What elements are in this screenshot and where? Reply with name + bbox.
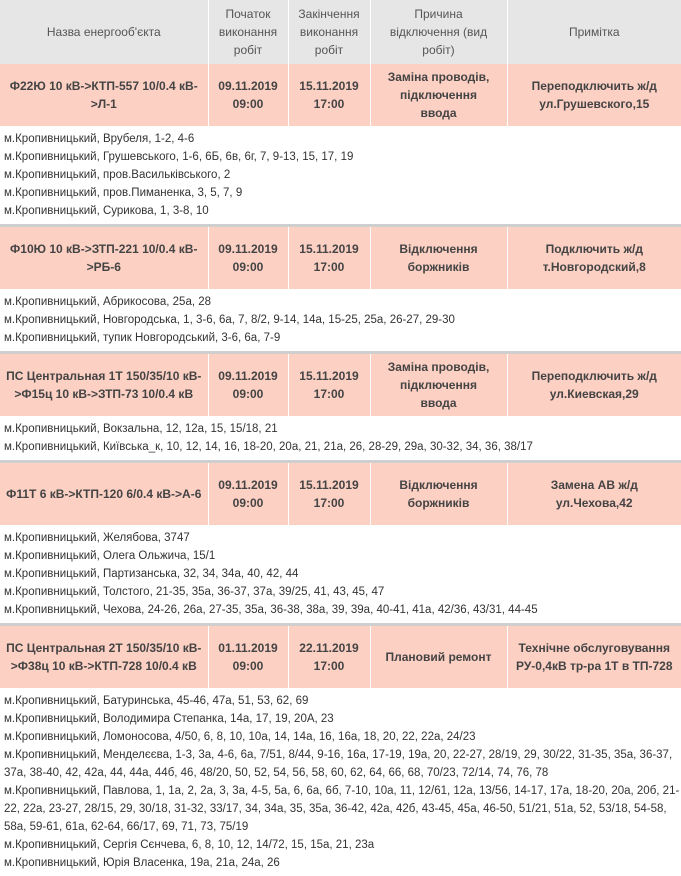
address-list-row — [0, 525, 681, 625]
object-name — [0, 462, 208, 526]
object-name-text: Ф22Ю 10 кВ->КТП-557 10/0.4 кВ->Л-1 — [9, 79, 198, 111]
end-date-value: 15.11.2019 — [299, 369, 359, 383]
address-item: м.Кропивницький, Володимира Степанка, 14а, 17, 19, 20А, 23 — [4, 713, 334, 725]
start-date-value: 09.11.2019 — [218, 242, 278, 256]
note — [507, 462, 681, 526]
start-date — [208, 462, 288, 526]
end-date — [288, 64, 370, 126]
object-row — [0, 64, 681, 126]
address-item: м.Кропивницький, Желябова, 3747 — [4, 532, 190, 544]
object-row — [0, 462, 681, 526]
reason — [370, 64, 507, 126]
address-list — [0, 126, 681, 226]
table-body — [0, 64, 681, 876]
end-time: 17:00 — [313, 387, 345, 401]
end-date — [288, 353, 370, 417]
address-list — [0, 688, 681, 876]
note-text: Замена АВ ж/д ул.Чехова,42 — [550, 478, 638, 510]
start-time: 09:00 — [232, 496, 264, 510]
address-item: м.Кропивницький, пров.Пиманенка, 3, 5, 7, 9 — [4, 187, 243, 199]
note-text: Технічне обслуговування РУ-0,4кВ тр-ра 1Т в ТП-728 — [515, 641, 673, 673]
address-item: м.Кропивницький, Сурикова, 1, 3-8, 10 — [4, 205, 209, 217]
header-end: Закінчення виконання робіт — [288, 0, 370, 64]
start-date — [208, 64, 288, 126]
start-date-value: 09.11.2019 — [218, 369, 278, 383]
object-name-text: Ф10Ю 10 кВ->ЗТП-221 10/0.4 кВ->РБ-6 — [10, 242, 198, 274]
address-item: м.Кропивницький, Сергія Сєнчева, 6, 8, 10, 12, 14/72, 15, 15а, 21, 23а — [4, 839, 375, 851]
address-item: м.Кропивницький, Київська_к, 10, 12, 14, 16, 18-20, 20а, 21, 21а, 26, 28-29, 29а, 30-32, 34, 36, 38/17 — [4, 441, 533, 453]
address-list-row — [0, 126, 681, 226]
address-item: м.Кропивницький, Новгородська, 1, 3-6, 6а, 7, 8/2, 9-14, 14а, 15-25, 25а, 26-27, 29-30 — [4, 314, 455, 326]
end-time: 17:00 — [313, 97, 345, 111]
address-item: м.Кропивницький, Менделєєва, 1-3, 3а, 4-6, 6а, 7/51, 8/44, 9-16, 16а, 17-19, 19а, 20, 22-27, 28/19, 29, 30/22, 31-35, 35а, 36-37, 37а, 38-40, 42, 42а, 44, 44а, 44б, 46, 48/20, 50, 52, 54, 56, 58, 60, 62, 64, 66, 68, 70/23, 72/14, 74, 76, 78 — [4, 749, 673, 779]
address-item: м.Кропивницький, Батуринська, 45-46, 47а, 51, 53, 62, 69 — [4, 695, 309, 707]
table-header — [0, 0, 681, 64]
end-date-value: 15.11.2019 — [299, 242, 359, 256]
reason — [370, 625, 507, 689]
note — [507, 226, 681, 290]
note — [507, 353, 681, 417]
object-row — [0, 226, 681, 290]
reason-text: Відключення боржників — [399, 478, 478, 510]
object-name — [0, 226, 208, 290]
end-time: 17:00 — [313, 496, 345, 510]
address-item: м.Кропивницький, Павлова, 1, 1а, 2, 2а, 3, 3а, 4-5, 5а, 6, 6а, 6б, 7-10, 10а, 11, 12/61, 12а, 13/56, 14-17, 17а, 18-20, 20а, 20б, 21-22, 22а, 23-27, 28/15, 29, 30/18, 31-32, 33/17, 34, 34а, 35, 35а, 36-42, 42а, 42б, 43-45, 45а, 46-50, 51/21, 51а, 52, 53/18, 54-58, 58а, 59-61, 61а, 62-64, 66/17, 69, 71, 73, 75/19 — [4, 785, 680, 833]
start-date — [208, 625, 288, 689]
reason-text: Заміна проводів, підключення ввода — [387, 70, 490, 120]
object-name — [0, 353, 208, 417]
object-name — [0, 625, 208, 689]
address-list — [0, 525, 681, 625]
end-date — [288, 462, 370, 526]
start-date-value: 09.11.2019 — [218, 478, 278, 492]
start-date-value: 01.11.2019 — [218, 641, 278, 655]
address-item: м.Кропивницький, Абрикосова, 25а, 28 — [4, 296, 212, 308]
object-name-text: Ф11Т 6 кВ->КТП-120 6/0.4 кВ->А-6 — [6, 487, 202, 501]
address-list-row — [0, 688, 681, 876]
end-date — [288, 625, 370, 689]
reason — [370, 353, 507, 417]
reason-text: Відключення боржників — [399, 242, 478, 274]
end-date-value: 15.11.2019 — [299, 79, 359, 93]
end-time: 17:00 — [313, 659, 345, 673]
start-time: 09:00 — [232, 659, 264, 673]
reason-text: Заміна проводів, підключення ввода — [387, 360, 490, 410]
address-item: м.Кропивницький, тупик Новгородський, 3-6, 6а, 7-9 — [4, 332, 281, 344]
address-list-row — [0, 289, 681, 353]
object-row — [0, 625, 681, 689]
address-item: м.Кропивницький, Юрія Власенка, 19а, 21а, 24а, 26 — [4, 857, 280, 869]
note — [507, 625, 681, 689]
reason — [370, 462, 507, 526]
start-date-value: 09.11.2019 — [218, 79, 278, 93]
header-note: Примітка — [507, 0, 681, 64]
end-date — [288, 226, 370, 290]
start-date — [208, 353, 288, 417]
note-text: Подключить ж/д т.Новгородский,8 — [542, 242, 646, 274]
end-time: 17:00 — [313, 260, 345, 274]
end-date-value: 15.11.2019 — [299, 478, 359, 492]
header-name: Назва енергооб'єкта — [0, 0, 208, 64]
note — [507, 64, 681, 126]
header-reason: Причина відключення (вид робіт) — [370, 0, 507, 64]
address-item: м.Кропивницький, Чехова, 24-26, 26а, 27-35, 35а, 36-38, 38а, 39, 39а, 40-41, 41а, 42/36, 43/31, 44-45 — [4, 604, 538, 616]
start-date — [208, 226, 288, 290]
header-start: Початок виконання робіт — [208, 0, 288, 64]
start-time: 09:00 — [232, 260, 264, 274]
address-list-row — [0, 416, 681, 462]
end-date-value: 22.11.2019 — [299, 641, 359, 655]
object-name-text: ПС Центральная 1Т 150/35/10 кВ->Ф15ц 10 кВ->ЗТП-73 10/0.4 кВ — [6, 369, 202, 401]
address-list — [0, 289, 681, 353]
address-item: м.Кропивницький, пров.Васильківського, 2 — [4, 169, 231, 181]
address-item: м.Кропивницький, Врубеля, 1-2, 4-6 — [4, 133, 195, 145]
note-text: Переподключить ж/д ул.Киевская,29 — [531, 369, 657, 401]
object-row — [0, 353, 681, 417]
reason-text: Плановий ремонт — [385, 650, 492, 664]
object-name-text: ПС Центральная 2Т 150/35/10 кВ->Ф38ц 10 кВ->КТП-728 10/0.4 кВ — [6, 641, 202, 673]
object-name — [0, 64, 208, 126]
reason — [370, 226, 507, 290]
address-item: м.Кропивницький, Олега Ольжича, 15/1 — [4, 550, 216, 562]
address-item: м.Кропивницький, Ломоносова, 4/50, 6, 8, 10, 10а, 14, 14а, 16, 16а, 18, 20, 22, 22а, 24/23 — [4, 731, 476, 743]
start-time: 09:00 — [232, 97, 264, 111]
address-item: м.Кропивницький, Вокзальна, 12, 12а, 15, 15/18, 21 — [4, 423, 278, 435]
start-time: 09:00 — [232, 387, 264, 401]
address-item: м.Кропивницький, Партизанська, 32, 34, 34а, 40, 42, 44 — [4, 568, 299, 580]
note-text: Переподключить ж/д ул.Грушевского,15 — [531, 79, 657, 111]
address-list — [0, 416, 681, 462]
address-item: м.Кропивницький, Толстого, 21-35, 35а, 36-37, 37а, 39/25, 41, 43, 45, 47 — [4, 586, 385, 598]
address-item: м.Кропивницький, Грушевського, 1-6, 6Б, 6в, 6г, 7, 9-13, 15, 17, 19 — [4, 151, 354, 163]
